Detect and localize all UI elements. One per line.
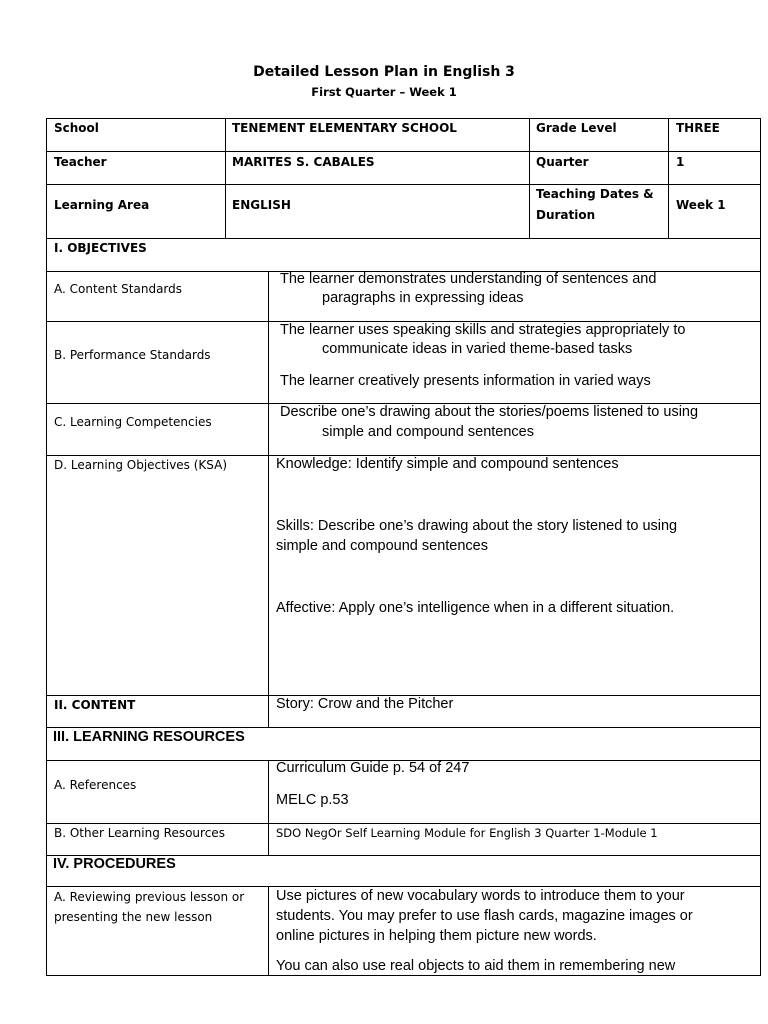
teaching-dates-label-line2: Duration <box>536 208 596 222</box>
other-resources-label: B. Other Learning Resources <box>54 826 225 840</box>
learning-competencies-label: C. Learning Competencies <box>54 415 212 429</box>
affective-objective: Affective: Apply one’s intelligence when in a different situation. <box>276 600 675 616</box>
learning-objectives-label: D. Learning Objectives (KSA) <box>54 458 228 472</box>
reference-curriculum-guide: Curriculum Guide p. 54 of 247 <box>276 760 470 776</box>
teacher-value: MARITES S. CABALES <box>232 155 375 169</box>
performance-standards-text-line3: The learner creatively presents information in varied ways <box>280 373 651 389</box>
reviewing-lesson-text-line3: online pictures in helping them picture new words. <box>276 928 597 944</box>
row-divider <box>46 184 761 185</box>
col-divider <box>225 118 226 238</box>
reviewing-lesson-text-line2: students. You may prefer to use flash cards, magazine images or <box>276 908 693 924</box>
procedures-heading: IV. PROCEDURES <box>53 856 176 872</box>
reviewing-lesson-text-line4: You can also use real objects to aid them in remembering new <box>276 958 676 974</box>
teacher-label: Teacher <box>54 155 107 169</box>
reference-melc: MELC p.53 <box>276 792 349 808</box>
reviewing-lesson-label-line2: presenting the new lesson <box>54 910 213 924</box>
row-divider <box>46 823 761 824</box>
row-divider <box>46 238 761 239</box>
performance-standards-label: B. Performance Standards <box>54 348 211 362</box>
heading-row-mask <box>267 856 270 886</box>
skills-objective-line1: Skills: Describe one’s drawing about the story listened to using <box>276 518 678 534</box>
skills-objective-line2: simple and compound sentences <box>276 538 488 554</box>
col-divider <box>529 118 530 238</box>
content-standards-text-line1: The learner demonstrates understanding of sentences and <box>280 271 657 287</box>
teaching-dates-value: Week 1 <box>676 198 726 212</box>
knowledge-objective: Knowledge: Identify simple and compound sentences <box>276 456 619 472</box>
school-value: TENEMENT ELEMENTARY SCHOOL <box>232 121 457 135</box>
learning-competencies-text-line1: Describe one’s drawing about the stories/poems listened to using <box>280 404 699 420</box>
objectives-heading: I. OBJECTIVES <box>54 241 147 255</box>
reviewing-lesson-label-line1: A. Reviewing previous lesson or <box>54 890 245 904</box>
learning-area-value: ENGLISH <box>232 198 291 212</box>
col-divider <box>268 271 269 727</box>
row-divider <box>46 151 761 152</box>
learning-area-label: Learning Area <box>54 198 150 212</box>
performance-standards-text-line1: The learner uses speaking skills and strategies appropriately to <box>280 322 686 338</box>
quarter-value: 1 <box>676 155 685 169</box>
other-resources-value: SDO NegOr Self Learning Module for English 3 Quarter 1-Module 1 <box>276 826 658 840</box>
content-value: Story: Crow and the Pitcher <box>276 696 454 712</box>
learning-competencies-text-line2: simple and compound sentences <box>322 424 534 440</box>
teaching-dates-label-line1: Teaching Dates & <box>536 187 654 201</box>
document-subtitle: First Quarter – Week 1 <box>311 85 457 99</box>
col-divider <box>668 118 669 238</box>
document-title: Detailed Lesson Plan in English 3 <box>253 64 515 80</box>
performance-standards-text-line2: communicate ideas in varied theme-based tasks <box>322 341 633 357</box>
content-standards-text-line2: paragraphs in expressing ideas <box>322 290 524 306</box>
reviewing-lesson-text-line1: Use pictures of new vocabulary words to introduce them to your <box>276 888 685 904</box>
row-divider <box>46 727 761 728</box>
school-label: School <box>54 121 99 135</box>
grade-level-value: THREE <box>676 121 720 135</box>
quarter-label: Quarter <box>536 155 589 169</box>
grade-level-label: Grade Level <box>536 121 617 135</box>
content-label: II. CONTENT <box>54 698 136 712</box>
content-standards-label: A. Content Standards <box>54 282 183 296</box>
learning-resources-heading: III. LEARNING RESOURCES <box>53 729 245 745</box>
references-label: A. References <box>54 778 137 792</box>
